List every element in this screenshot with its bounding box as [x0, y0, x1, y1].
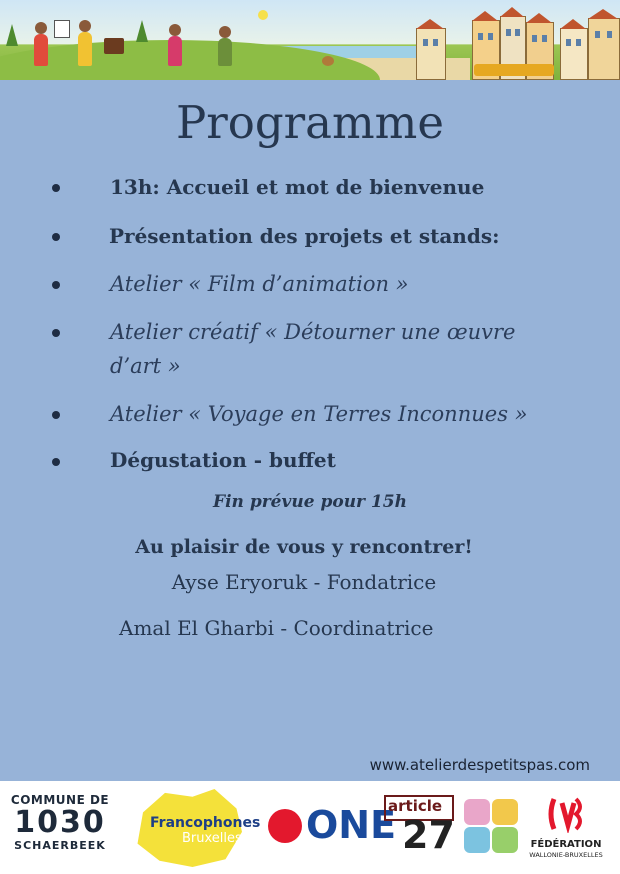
- child-figure-icon: [168, 36, 182, 66]
- logo-text: Bruxelles: [182, 831, 242, 846]
- logo-text: COMMUNE DE: [10, 793, 110, 807]
- article27-logo: [384, 795, 456, 861]
- bullet-icon: [52, 329, 60, 337]
- child-figure-icon: [34, 34, 48, 66]
- puzzle-piece-icon: [492, 827, 518, 853]
- logo-text: 1030: [14, 805, 106, 840]
- logo-text: article: [388, 797, 443, 815]
- end-time-note: Fin prévue pour 15h: [213, 492, 407, 512]
- page-title: Programme: [175, 96, 444, 149]
- town-illustration: [410, 6, 620, 80]
- child-figure-icon: [78, 32, 92, 66]
- puzzle-piece-icon: [464, 827, 490, 853]
- sign-icon: [54, 20, 70, 38]
- bullet-icon: [52, 233, 60, 241]
- program-item: Présentation des projets et stands:: [109, 224, 500, 248]
- tree-icon: [136, 20, 148, 42]
- bullet-icon: [52, 458, 60, 466]
- bullet-icon: [52, 411, 60, 419]
- website-link[interactable]: www.atelierdespetitspas.com: [369, 756, 590, 774]
- puzzle-piece-icon: [492, 799, 518, 825]
- one-logo: [268, 803, 397, 847]
- red-circle-icon: [268, 809, 302, 843]
- program-item: 13h: Accueil et mot de bienvenue: [110, 175, 485, 199]
- logo-text: 27: [402, 813, 455, 857]
- signature-founder: Ayse Eryoruk - Fondatrice: [171, 570, 437, 594]
- program-item: Atelier « Film d’animation »: [110, 272, 409, 296]
- puzzle-logo: [464, 799, 520, 853]
- bus-icon: [474, 64, 554, 76]
- commune-schaerbeek-logo: [8, 793, 112, 852]
- bullet-icon: [52, 184, 60, 192]
- signature-coordinator: Amal El Gharbi - Coordinatrice: [119, 616, 434, 640]
- ball-icon: [322, 56, 334, 66]
- header-illustration: [0, 0, 620, 80]
- fwb-mark-icon: [546, 795, 584, 833]
- logo-text: Francophones: [150, 815, 261, 831]
- logo-text: SCHAERBEEK: [14, 839, 106, 852]
- logo-text: ONE: [306, 803, 397, 847]
- federation-wallonie-bruxelles-logo: [526, 795, 606, 865]
- sponsor-logos: [0, 781, 620, 874]
- francophones-bruxelles-logo: [122, 787, 264, 867]
- closing-message: Au plaisir de vous y rencontrer!: [135, 536, 473, 558]
- logo-text: FÉDÉRATION: [530, 839, 602, 850]
- puzzle-piece-icon: [464, 799, 490, 825]
- suitcase-icon: [104, 38, 124, 54]
- sun-icon: [258, 10, 268, 20]
- program-item: Atelier « Voyage en Terres Inconnues »: [110, 402, 528, 426]
- bullet-icon: [52, 281, 60, 289]
- logo-text: WALLONIE-BRUXELLES: [529, 851, 603, 859]
- child-figure-icon: [218, 38, 232, 66]
- tree-icon: [6, 24, 18, 46]
- program-item: Atelier créatif « Détourner une œuvre d’art »: [110, 320, 516, 378]
- program-item: Dégustation - buffet: [110, 448, 336, 472]
